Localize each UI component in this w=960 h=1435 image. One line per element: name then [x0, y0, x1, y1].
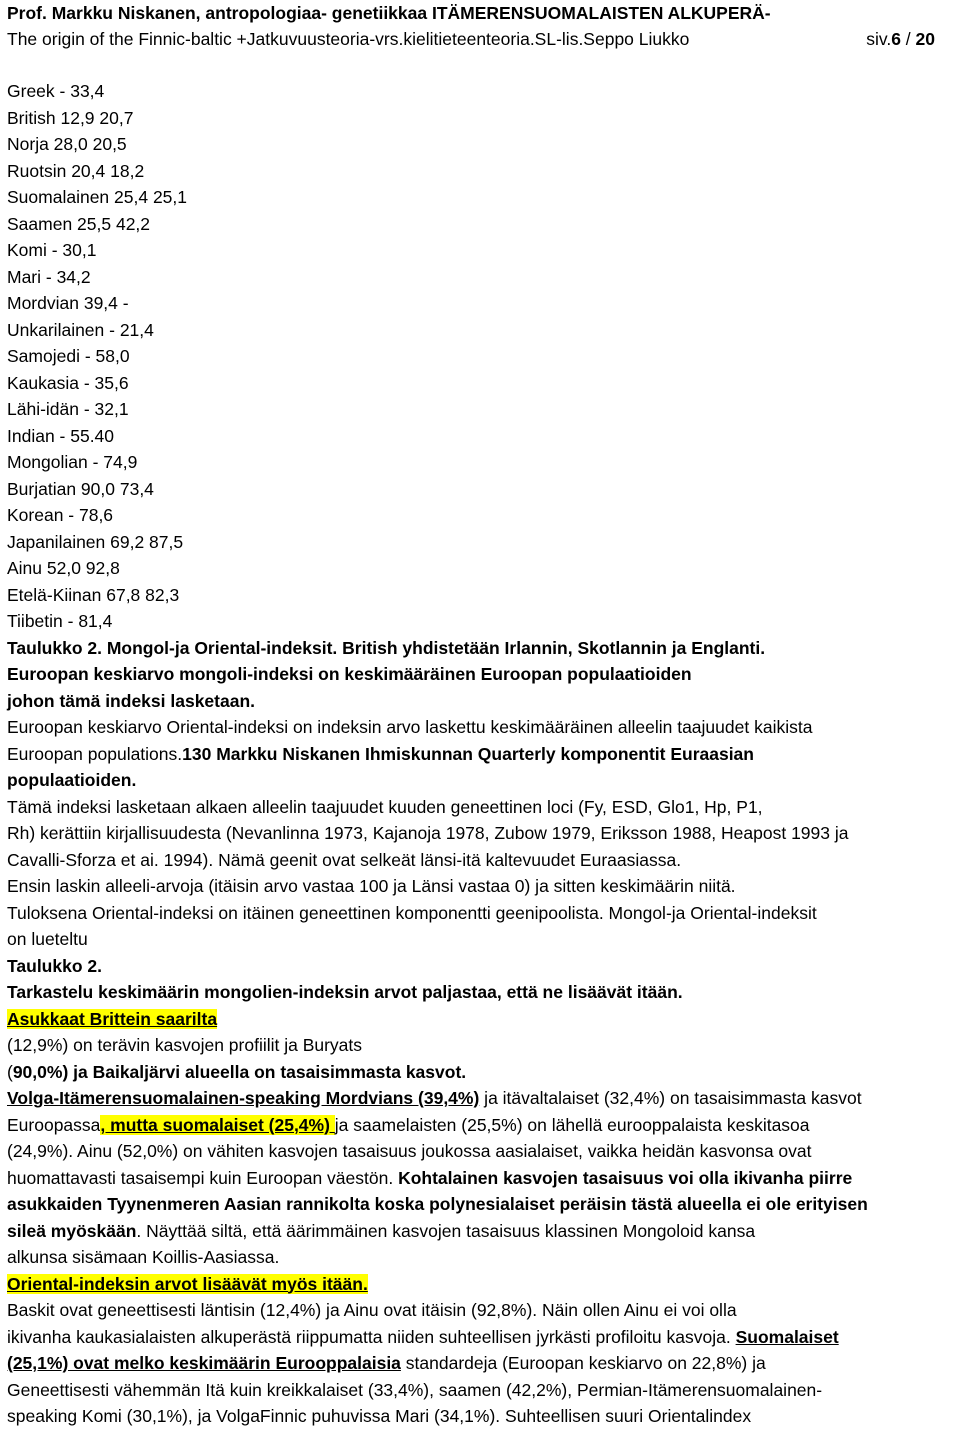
text-run: 130 Markku Niskanen Ihmiskunnan Quarterly komponentit Euraasian	[182, 743, 754, 764]
text-run: (	[7, 1061, 13, 1082]
list-item: British 12,9 20,7	[7, 107, 134, 128]
paragraph-line: alkunsa sisämaan Koillis-Aasiassa.	[7, 1247, 280, 1267]
paragraph-line: Cavalli-Sforza et ai. 1994). Nämä geenit ovat selkeät länsi-itä kaltevuudet Euraasiassa.	[7, 849, 682, 870]
document-page	[7, 0, 957, 1430]
paragraph-line: (24,9%). Ainu (52,0%) on vähiten kasvojen tasaisuus joukossa aasialaiset, vaikka heidän kasvonsa ovat	[7, 1141, 812, 1161]
highlighted-text: Asukkaat Brittein saarilta	[7, 1008, 218, 1029]
text-run: huomattavasti tasaisempi kuin Euroopan väestön.	[7, 1167, 399, 1188]
list-item: Indian - 55.40	[7, 425, 115, 446]
page-current: 6	[891, 29, 901, 49]
list-item: Ruotsin 20,4 18,2	[7, 160, 145, 181]
page-total: 20	[915, 29, 935, 49]
paragraph-line: (12,9%) on terävin kasvojen profiilit ja Buryats	[7, 1035, 363, 1055]
text-run: ikivanha kaukasialaisten alkuperästä riippumatta niiden suhteellisen jyrkästi profiloitu kasvoja.	[7, 1326, 736, 1347]
list-item: Komi - 30,1	[7, 240, 97, 260]
text-run: 90,0%) ja Baikaljärvi alueella on tasaisimmasta kasvot.	[12, 1061, 467, 1082]
list-item: Norja 28,0 20,5	[7, 134, 127, 154]
paragraph-line	[7, 1112, 957, 1139]
page-separator: /	[900, 29, 916, 49]
list-item: Mordvian 39,4 -	[7, 293, 129, 313]
header-subtitle: The origin of the Finnic-baltic +Jatkuvuusteoria-vrs.kielitieteenteoria.SL-lis.Seppo Liukko	[7, 29, 690, 49]
list-item: Korean - 78,6	[7, 505, 114, 525]
paragraph-line: asukkaiden Tyynenmeren Aasian rannikolta koska polynesialaiset peräisin tästä alueella ei ole erityisen	[7, 1194, 868, 1214]
underlined-text: Suomalaiset	[735, 1326, 839, 1347]
list-item: Suomalainen 25,4 25,1	[7, 187, 187, 207]
paragraph-line: Geneettisesti vähemmän Itä kuin kreikkalaiset (33,4%), saamen (42,2%), Permian-Itämerensuomalainen-	[7, 1379, 823, 1400]
paragraph-line	[7, 1165, 957, 1192]
list-item: Mari - 34,2	[7, 266, 91, 287]
paragraph-line: Tämä indeksi lasketaan alkaen alleelin taajuudet kuuden geneettinen loci (Fy, ESD, Glo1, Hp, P1,	[7, 796, 763, 817]
list-item: Etelä-Kiinan 67,8 82,3	[7, 584, 180, 605]
table-caption: Taulukko 2. Mongol-ja Oriental-indeksit. British yhdistetään Irlannin, Skotlannin ja Englanti.	[7, 637, 766, 658]
text-run: ja saamelaisten (25,5%) on lähellä eurooppalaista keskitasoa	[334, 1114, 810, 1135]
page-header	[7, 0, 957, 52]
paragraph-line: speaking Komi (30,1%), ja VolgaFinnic puhuvissa Mari (34,1%). Suhteellisen suuri Orientalindex	[7, 1406, 752, 1426]
paragraph-line	[7, 1350, 957, 1377]
list-item: Japanilainen 69,2 87,5	[7, 531, 184, 552]
highlighted-text: , mutta suomalaiset (25,4%)	[100, 1114, 335, 1135]
highlighted-text: Oriental-indeksin arvot lisäävät myös itään.	[7, 1273, 368, 1294]
body-text	[7, 635, 957, 1430]
list-item: Unkarilainen - 21,4	[7, 319, 154, 340]
paragraph-line: Tarkastelu keskimäärin mongolien-indeksin arvot paljastaa, että ne lisäävät itään.	[7, 982, 683, 1002]
paragraph-line: Euroopan keskiarvo mongoli-indeksi on keskimääräinen Euroopan populaatioiden	[7, 664, 692, 684]
underlined-text: (25,1%) ovat melko keskimäärin Eurooppalaisia	[7, 1353, 401, 1373]
list-item: Mongolian - 74,9	[7, 452, 138, 472]
paragraph-line: populaatioiden.	[7, 770, 137, 790]
list-item: Burjatian 90,0 73,4	[7, 478, 154, 499]
text-run: ja itävaltalaiset (32,4%) on tasaisimmasta kasvot	[479, 1088, 862, 1108]
page-prefix: siv.	[866, 29, 892, 49]
paragraph-line	[7, 1324, 957, 1351]
paragraph-line: Baskit ovat geneettisesti läntisin (12,4%) ja Ainu ovat itäisin (92,8%). Näin ollen Ainu ei voi olla	[7, 1300, 737, 1320]
paragraph-line	[7, 1059, 957, 1086]
list-item: Lähi-idän - 32,1	[7, 399, 129, 419]
paragraph-line	[7, 741, 957, 768]
text-run: . Näyttää siltä, että äärimmäinen kasvojen tasaisuus klassinen Mongoloid kansa	[136, 1220, 756, 1241]
text-run: Kohtalainen kasvojen tasaisuus voi olla ikivanha piirre	[398, 1167, 853, 1188]
index-list	[7, 78, 957, 635]
paragraph-line: on lueteltu	[7, 929, 88, 949]
paragraph-line	[7, 1085, 957, 1112]
list-item: Saamen 25,5 42,2	[7, 213, 151, 234]
paragraph-line	[7, 1271, 957, 1298]
paragraph-line: Rh) kerättiin kirjallisuudesta (Nevanlinna 1973, Kajanoja 1978, Zubow 1979, Eriksson 1988, Heapost 1993 ja	[7, 823, 849, 843]
text-run: Euroopan populations.	[7, 743, 183, 764]
list-item: Ainu 52,0 92,8	[7, 558, 120, 578]
list-item: Greek - 33,4	[7, 81, 105, 101]
text-run: sileä myöskään	[7, 1220, 137, 1241]
paragraph-line	[7, 1006, 957, 1033]
paragraph-line: johon tämä indeksi lasketaan.	[7, 690, 255, 711]
paragraph-line: Euroopan keskiarvo Oriental-indeksi on indeksin arvo laskettu keskimääräinen alleelin taajuudet kaikista	[7, 717, 813, 737]
text-run: standardeja (Euroopan keskiarvo on 22,8%) ja	[400, 1353, 766, 1373]
paragraph-line: Tuloksena Oriental-indeksi on itäinen geneettinen komponentti geenipoolista. Mongol-ja Oriental-indeksit	[7, 902, 817, 923]
list-item: Kaukasia - 35,6	[7, 372, 129, 393]
paragraph-line: Ensin laskin alleeli-arvoja (itäisin arvo vastaa 100 ja Länsi vastaa 0) ja sitten keskimäärin niitä.	[7, 876, 736, 896]
text-run: Euroopassa	[7, 1114, 101, 1135]
underlined-text: Volga-Itämerensuomalainen-speaking Mordvians (39,4%)	[7, 1088, 480, 1108]
paragraph-line: Taulukko 2.	[7, 955, 102, 976]
list-item: Tiibetin - 81,4	[7, 611, 113, 631]
list-item: Samojedi - 58,0	[7, 346, 130, 366]
header-title: Prof. Markku Niskanen, antropologiaa- genetiikkaa ITÄMERENSUOMALAISTEN ALKUPERÄ-	[7, 3, 771, 23]
page-number	[866, 26, 935, 52]
paragraph-line	[7, 1218, 957, 1245]
